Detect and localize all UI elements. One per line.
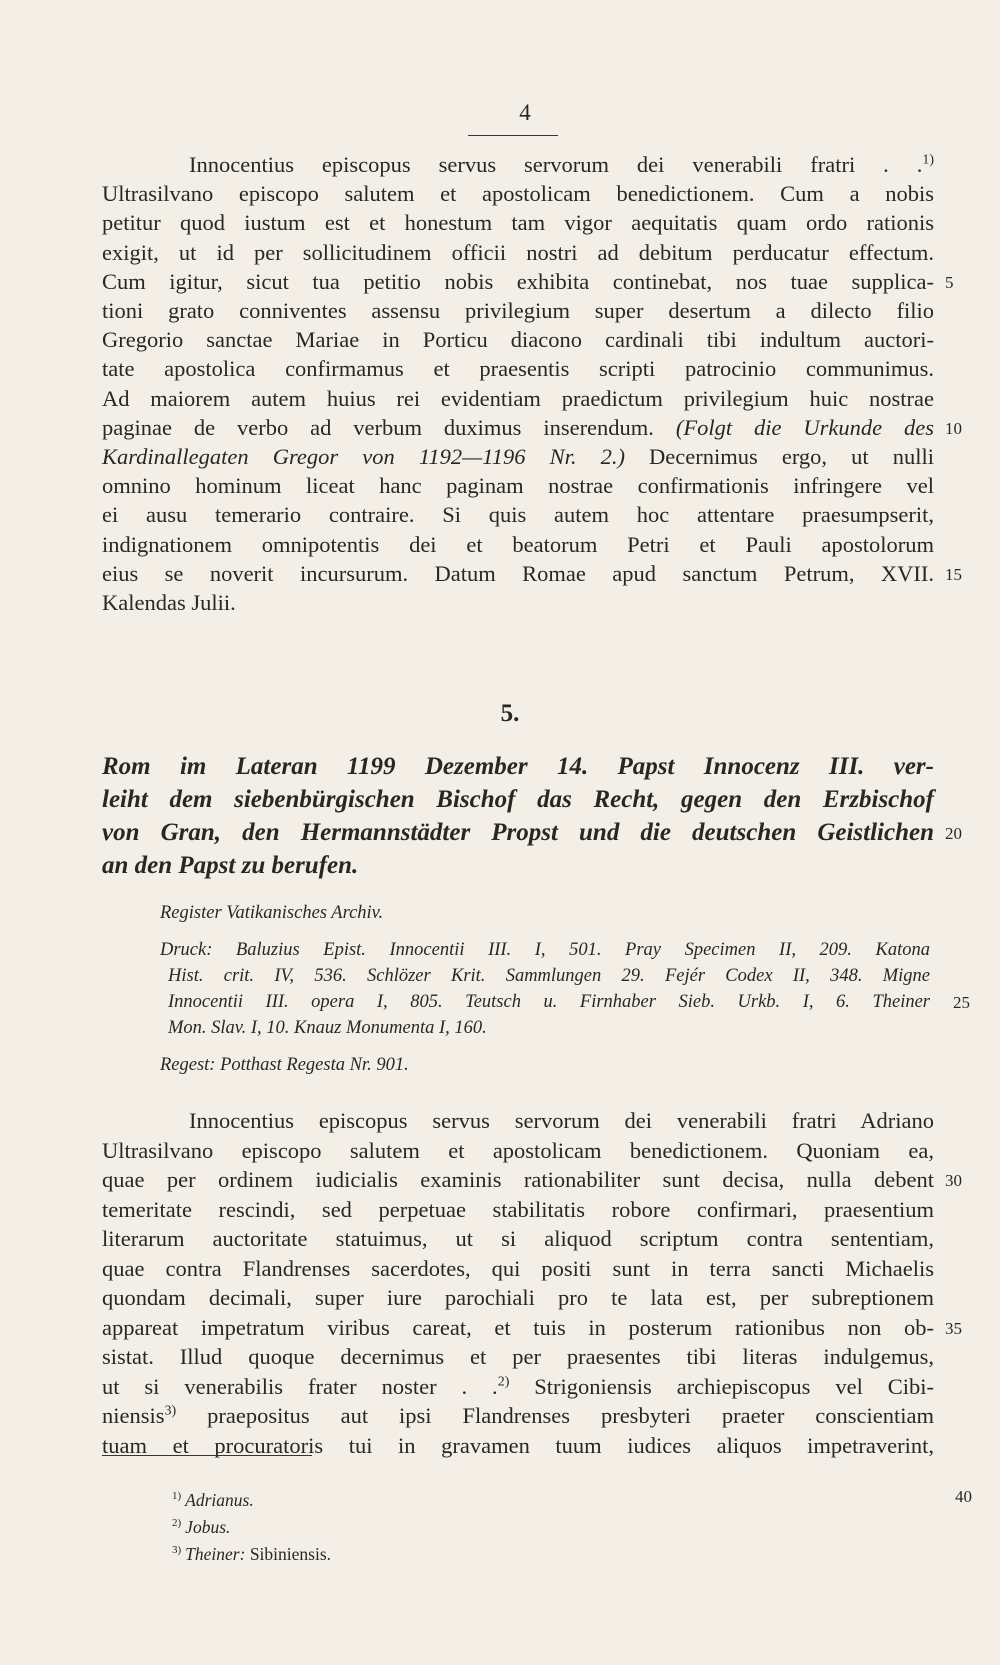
text-line [0,500,1000,530]
text-line [0,1195,1000,1225]
line-text: ei ausu temerario contraire. Si quis autem hoc attentare praesumpserit, [102,502,934,528]
line-text: Ad maiorem autem huius rei evidentiam praedictum privilegium huic nostrae [102,385,934,411]
text-line [0,267,1000,297]
line-text: Kardinallegaten Gregor von 1192—1196 Nr. 2.) Decernimus ergo, ut nulli [102,444,934,469]
line-text: exigit, ut id per sollicitudinem officii nostri ad debitum perducatur effectum. [102,239,934,265]
regest-line [102,750,934,784]
footnote-marker: 2) [172,1517,182,1529]
line-text: indignationem omnipotentis dei et beatorum Petri et Pauli apostolorum [102,531,934,557]
regest-text: Rom im Lateran 1199 Dezember 14. Papst Innocenz III. ver- [102,753,934,780]
page-number: 4 [519,100,531,125]
text-line [0,471,1000,501]
footnote-text: Sibiniensis. [245,1543,332,1564]
header-rule [468,135,558,136]
line-number: 10 [945,418,962,438]
text-line [0,588,1000,618]
line-number: 20 [945,824,962,843]
text-line [0,1401,1000,1431]
source-line [168,1015,930,1041]
text-line [0,325,1000,355]
text-line [0,1313,1000,1343]
footnote [172,1484,972,1510]
source-text: Innocentii III. opera I, 805. Teutsch u. Firnhaber Sieb. Urkb. I, 6. Theiner [168,992,930,1012]
text-line [0,1342,1000,1372]
footnote-text: Theiner: [185,1543,246,1564]
regest-text: an den Papst zu berufen. [102,852,359,879]
text-line [0,296,1000,326]
line-text: quae contra Flandrenses sacerdotes, qui positi sunt in terra sancti Michaelis [102,1255,934,1281]
text-line [0,1283,1000,1313]
footnote-text: Adrianus. [185,1489,254,1510]
text-line [0,1165,1000,1195]
footnote-marker: 1) [172,1490,182,1502]
source-line [168,989,970,1015]
source-text: Register Vatikanisches Archiv. [160,903,384,923]
document-number: 5. [500,700,520,727]
line-text: tate apostolica confirmamus et praesentis scripti patrocinio communimus. [102,356,934,382]
text-line [0,384,1000,414]
line-text: paginae de verbo ad verbum duximus inserendum. (Folgt die Urkunde des [102,414,934,440]
line-number: 25 [953,993,970,1012]
text-line [0,1372,1000,1402]
footnote-rule [102,1455,312,1456]
line-text: petitur quod iustum est et honestum tam vigor aequitatis quam ordo rationis [102,210,934,236]
line-number: 30 [945,1171,962,1190]
text-line [0,442,1000,472]
text-line [0,1431,1000,1461]
line-text: temeritate rescindi, sed perpetuae stabilitatis robore confirmari, praesentium [102,1196,934,1222]
line-text: Innocentius episcopus servus servorum dei venerabili fratri Adriano [189,1108,934,1133]
text-line [0,559,1000,589]
source-text: Druck: Baluzius Epist. Innocentii III. I, 501. Pray Specimen II, 209. Katona [160,940,930,960]
line-text: eius se noverit incursurum. Datum Romae apud sanctum Petrum, XVII. [102,560,934,586]
line-number: 15 [945,564,962,584]
line-text: sistat. Illud quoque decernimus et per praesentes tibi literas indulgemus, [102,1344,934,1369]
line-number: 5 [945,272,954,292]
line-text: Ultrasilvano episcopo salutem et apostolicam benedictionem. Quoniam ea, [102,1137,934,1163]
source-line [160,937,930,963]
regest-line [102,849,934,883]
footnote-text: Jobus. [185,1516,231,1537]
text-line [0,530,1000,560]
footnote [172,1538,331,1562]
regest-line [102,783,934,817]
line-text: Cum igitur, sicut tua petitio nobis exhibita continebat, nos tuae supplica- [102,268,934,294]
line-text: tioni grato conniventes assensu privilegium super desertum a dilecto filio [102,298,934,323]
line-text: ut si venerabilis frater noster . .$^{2)}$ Strigoniensis archiepiscopus vel Cibi- [102,1373,934,1399]
regest-text: leiht dem siebenbürgischen Bischof das Recht, gegen den Erzbischof [102,786,934,813]
line-text: Gregorio sanctae Mariae in Porticu diacono cardinali tibi indultum auctori- [102,327,934,353]
line-number: 40 [955,1487,972,1506]
line-text: Kalendas Julii. [102,590,236,615]
line-number: 35 [945,1318,962,1338]
source-line [168,963,930,989]
text-line [0,413,1000,443]
line-text: niensis$^{3)}$ praepositus aut ipsi Flandrenses presbyteri praeter conscientiam [102,1403,934,1428]
line-text: literarum auctoritate statuimus, ut si aliquod scriptum contra sententiam, [102,1226,934,1251]
source-text: Mon. Slav. I, 10. Knauz Monumenta I, 160. [168,1018,487,1038]
footnote-marker: 3) [172,1544,182,1556]
source-text: Hist. crit. IV, 536. Schlözer Krit. Sammlungen 29. Fejér Codex II, 348. Migne [168,966,930,986]
regest-text: von Gran, den Hermannstädter Propst und die deutschen Geistlichen [102,819,934,846]
text-line [0,1224,1000,1254]
source-line [160,1052,930,1078]
text-line [0,1254,1000,1284]
line-text: quondam decimali, super iure parochiali pro te lata est, per subreptionem [102,1285,934,1310]
text-line [0,354,1000,384]
line-text: quae per ordinem iudicialis examinis rationabiliter sunt decisa, nulla debent [102,1167,934,1192]
line-text: appareat impetratum viribus careat, et tuis in posterum rationibus non ob- [102,1314,934,1340]
text-line [0,1136,1000,1166]
line-text: Ultrasilvano episcopo salutem et apostolicam benedictionem. Cum a nobis [102,181,934,207]
regest-line [102,816,962,850]
footnote [172,1511,230,1535]
text-line [0,150,1000,180]
text-line [0,1106,1000,1136]
line-text: omnino hominum liceat hanc paginam nostrae confirmationis infringere vel [102,473,934,499]
source-text: Regest: Potthast Regesta Nr. 901. [160,1055,409,1075]
line-text: Innocentius episcopus servus servorum dei venerabili fratri . .$^{1)}$ [189,152,934,177]
text-line [0,208,1000,238]
line-text: tuam et procuratoris tui in gravamen tuum iudices aliquos impetraverint, [102,1432,934,1458]
text-line [0,179,1000,209]
text-line [0,238,1000,268]
source-line [160,900,930,926]
